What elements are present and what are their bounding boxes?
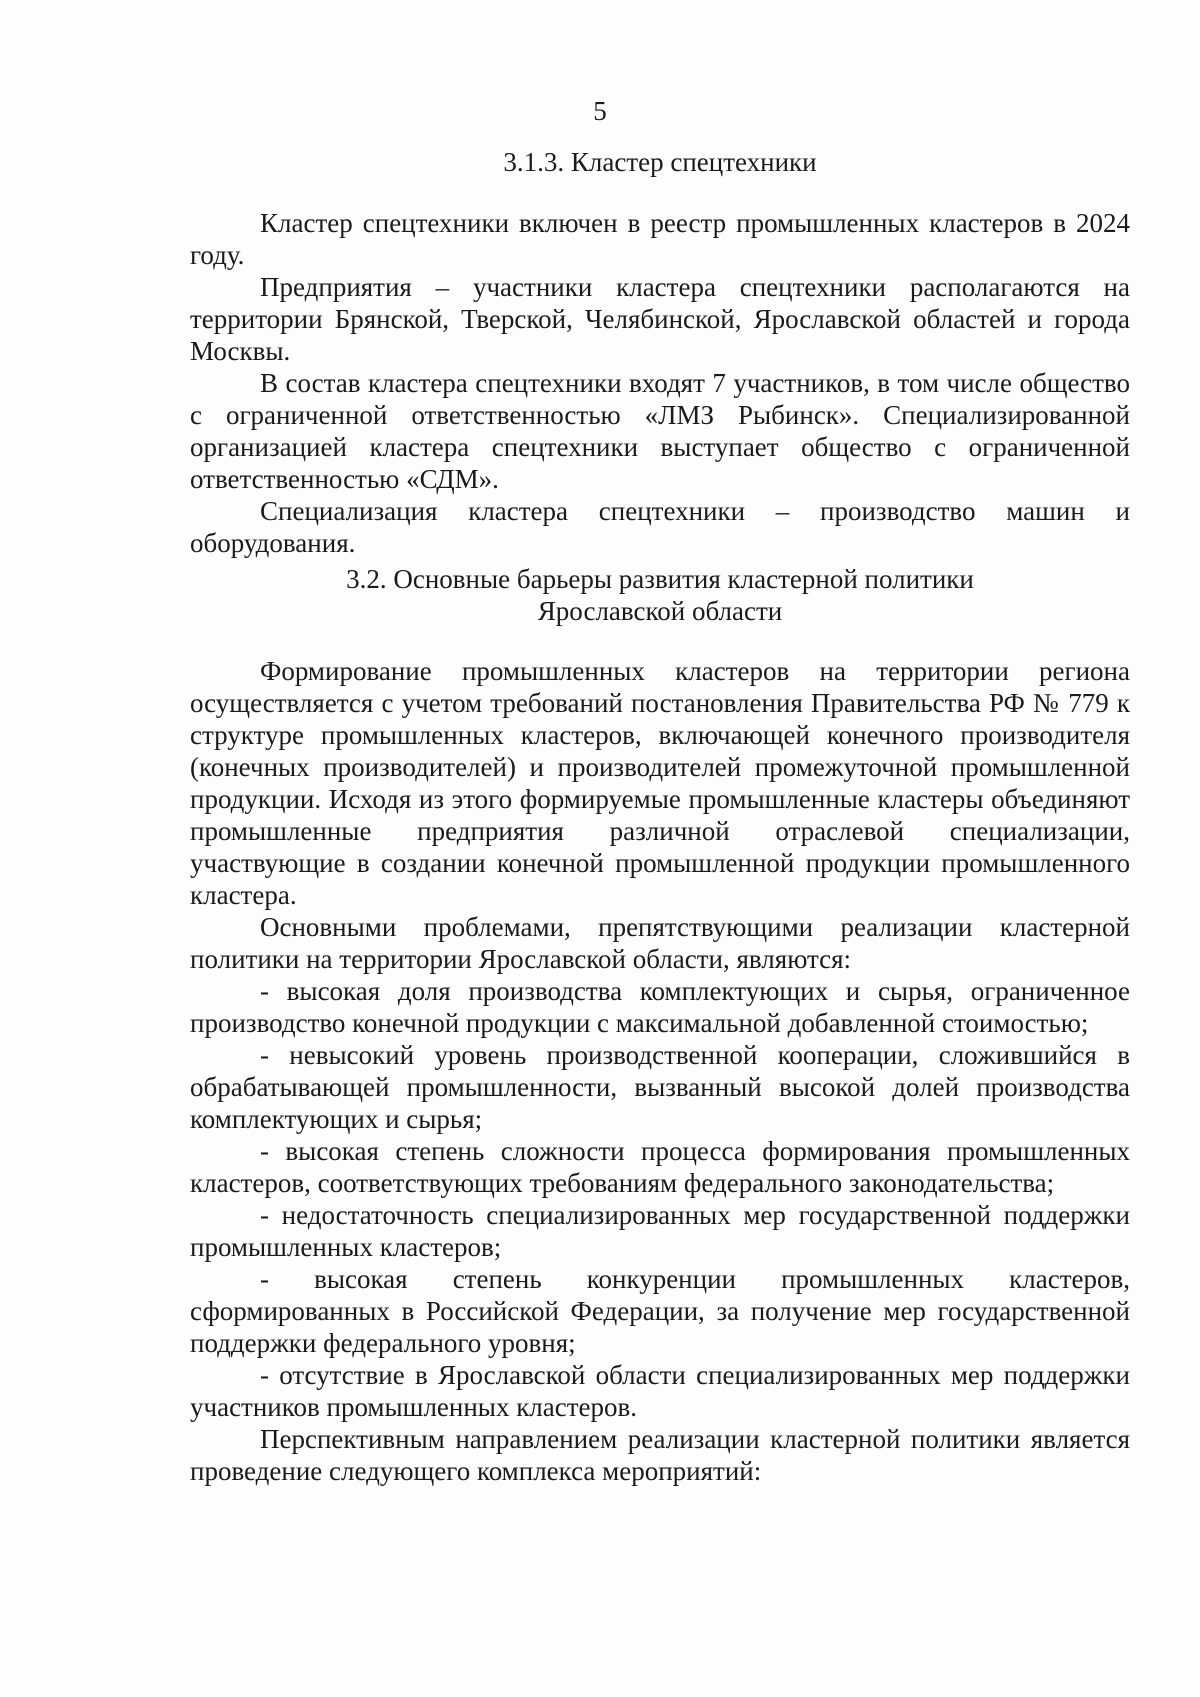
list-item: - высокая степень сложности процесса формирования промышленных кластеров, соответствующих требованиям федерального законодательства; xyxy=(190,1136,1130,1198)
section-3-1-3-body xyxy=(190,207,1130,559)
list-item: - высокая степень конкуренции промышленных кластеров, сформированных в Российской Федерации, за получение мер государственной поддержки федерального уровня; xyxy=(190,1264,1130,1358)
list-item: - высокая доля производства комплектующих и сырья, ограниченное производство конечной продукции с максимальной добавленной стоимостью; xyxy=(190,976,1130,1038)
section-heading-line-2: Ярославской области xyxy=(537,596,783,626)
section-heading: 3.1.3. Кластер спецтехники xyxy=(503,147,817,177)
paragraph: В состав кластера спецтехники входят 7 участников, в том числе общество с ограниченной ответственностью «ЛМЗ Рыбинск». Специализированной организацией кластера спецтехники выступает общество с ограниченной ответственностью «СДМ». xyxy=(190,368,1130,494)
list-item: - недостаточность специализированных мер государственной поддержки промышленных кластеров; xyxy=(190,1200,1130,1262)
paragraph: Специализация кластера спецтехники – производство машин и оборудования. xyxy=(190,496,1130,558)
paragraph: Основными проблемами, препятствующими реализации кластерной политики на территории Ярославской области, являются: xyxy=(190,912,1130,974)
page-number: 5 xyxy=(593,96,607,126)
section-3-2-heading xyxy=(190,563,1130,627)
list-item: - невысокий уровень производственной кооперации, сложившийся в обрабатывающей промышленности, вызванный высокой долей производства комплектующих и сырья; xyxy=(190,1040,1130,1134)
section-heading-line-1: 3.2. Основные барьеры развития кластерной политики xyxy=(346,564,974,594)
list-item: - отсутствие в Ярославской области специализированных мер поддержки участников промышленных кластеров. xyxy=(190,1360,1130,1422)
paragraph: Кластер спецтехники включен в реестр промышленных кластеров в 2024 году. xyxy=(190,208,1130,270)
section-3-2-body xyxy=(190,655,1130,1487)
section-3-1-3 xyxy=(190,146,1130,178)
paragraph: Перспективным направлением реализации кластерной политики является проведение следующего комплекса мероприятий: xyxy=(190,1424,1130,1486)
paragraph: Предприятия – участники кластера спецтехники располагаются на территории Брянской, Тверской, Челябинской, Ярославской областей и города Москвы. xyxy=(190,272,1130,366)
paragraph: Формирование промышленных кластеров на территории региона осуществляется с учетом требований постановления Правительства РФ № 779 к структуре промышленных кластеров, включающей конечного производителя (конечных производителей) и производителей промежуточной промышленной продукции. Исходя из этого формируемые промышленные кластеры объединяют промышленные предприятия различной отраслевой специализации, участвующие в создании конечной промышленной продукции промышленного кластера. xyxy=(190,656,1130,910)
